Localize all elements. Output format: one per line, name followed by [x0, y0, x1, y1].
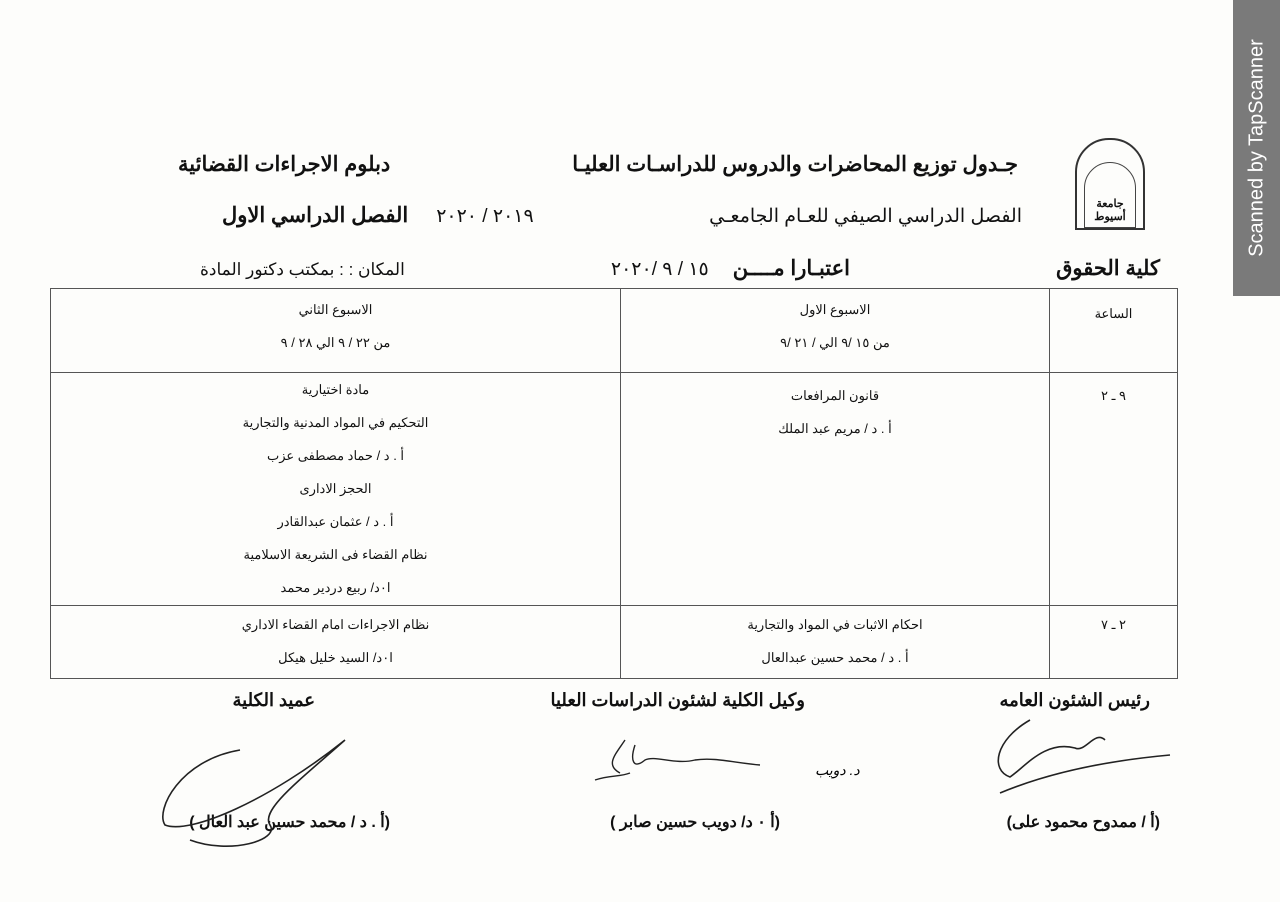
handwritten-signature: [985, 715, 1175, 795]
document-title: جـدول توزيع المحاضرات والدروس للدراسـات العليـا: [572, 153, 1018, 176]
signature-title-vice-dean: وكيل الكلية لشئون الدراسات العليا: [550, 690, 805, 710]
header-line-1: [178, 152, 1018, 177]
week-1-cell: قانون المرافعات أ . د / مريم عبد الملك: [621, 373, 1050, 606]
academic-year: ٢٠١٩ / ٢٠٢٠: [436, 206, 534, 227]
university-logo: [1075, 138, 1145, 230]
table-row: [51, 606, 1178, 679]
header-line-3: [200, 256, 1160, 281]
signature-name-dean: (أ . د / محمد حسين عبد العال ): [189, 814, 390, 831]
start-label: اعتبـارا مــــن: [732, 257, 850, 280]
week-2-cell: نظام الاجراءات امام القضاء الاداري ا٠د/ السيد خليل هيكل: [51, 606, 621, 679]
schedule-table: [50, 288, 1178, 679]
logo-text: جامعة أسيوط: [1084, 162, 1136, 228]
location: المكان : : بمكتب دكتور المادة: [200, 260, 405, 279]
header-week-1: الاسبوع الاول من ١٥ /٩ الي / ٢١ /٩: [621, 289, 1050, 373]
header-line-2: [222, 203, 1022, 228]
term-label: الفصل الدراسي الاول: [222, 204, 409, 227]
header-time: الساعة: [1050, 289, 1178, 373]
header-week-2: الاسبوع الثاني من ٢٢ / ٩ الي ٢٨ / ٩: [51, 289, 621, 373]
scanner-watermark-banner: Scanned by TapScanner: [1233, 0, 1280, 296]
signature-name-general-affairs: (أ / ممدوح محمود على): [1006, 814, 1160, 831]
signature-name-vice-dean: (أ ٠ د/ دويب حسين صابر ): [610, 814, 780, 831]
table-header-row: [51, 289, 1178, 373]
diploma-name: دبلوم الاجراءات القضائية: [178, 153, 391, 176]
start-date: ١٥ / ٩ /٢٠٢٠: [610, 259, 709, 280]
semester-label: الفصل الدراسي الصيفي للعـام الجامعـي: [709, 206, 1022, 227]
week-1-cell: احكام الاثبات في المواد والتجارية أ . د / محمد حسين عبدالعال: [621, 606, 1050, 679]
week-2-cell: مادة اختيارية التحكيم في المواد المدنية والتجارية أ . د / حماد مصطفى عزب الحجز الادارى أ . د / عثمان عبدالقادر نظام القضاء فى الشريعة الاسلامية ا٠د/ ربيع دردير محمد: [51, 373, 621, 606]
table-row: [51, 373, 1178, 606]
faculty-name: كلية الحقوق: [1056, 257, 1160, 280]
time-cell: ٢ ـ ٧: [1050, 606, 1178, 679]
signature-title-dean: عميد الكلية: [232, 690, 315, 710]
signature-title-general-affairs: رئيس الشئون العامه: [999, 690, 1150, 710]
time-cell: ٩ ـ ٢: [1050, 373, 1178, 606]
signature-script: د. دويب: [815, 762, 860, 778]
handwritten-signature: [150, 740, 350, 860]
handwritten-signature: [585, 735, 860, 785]
